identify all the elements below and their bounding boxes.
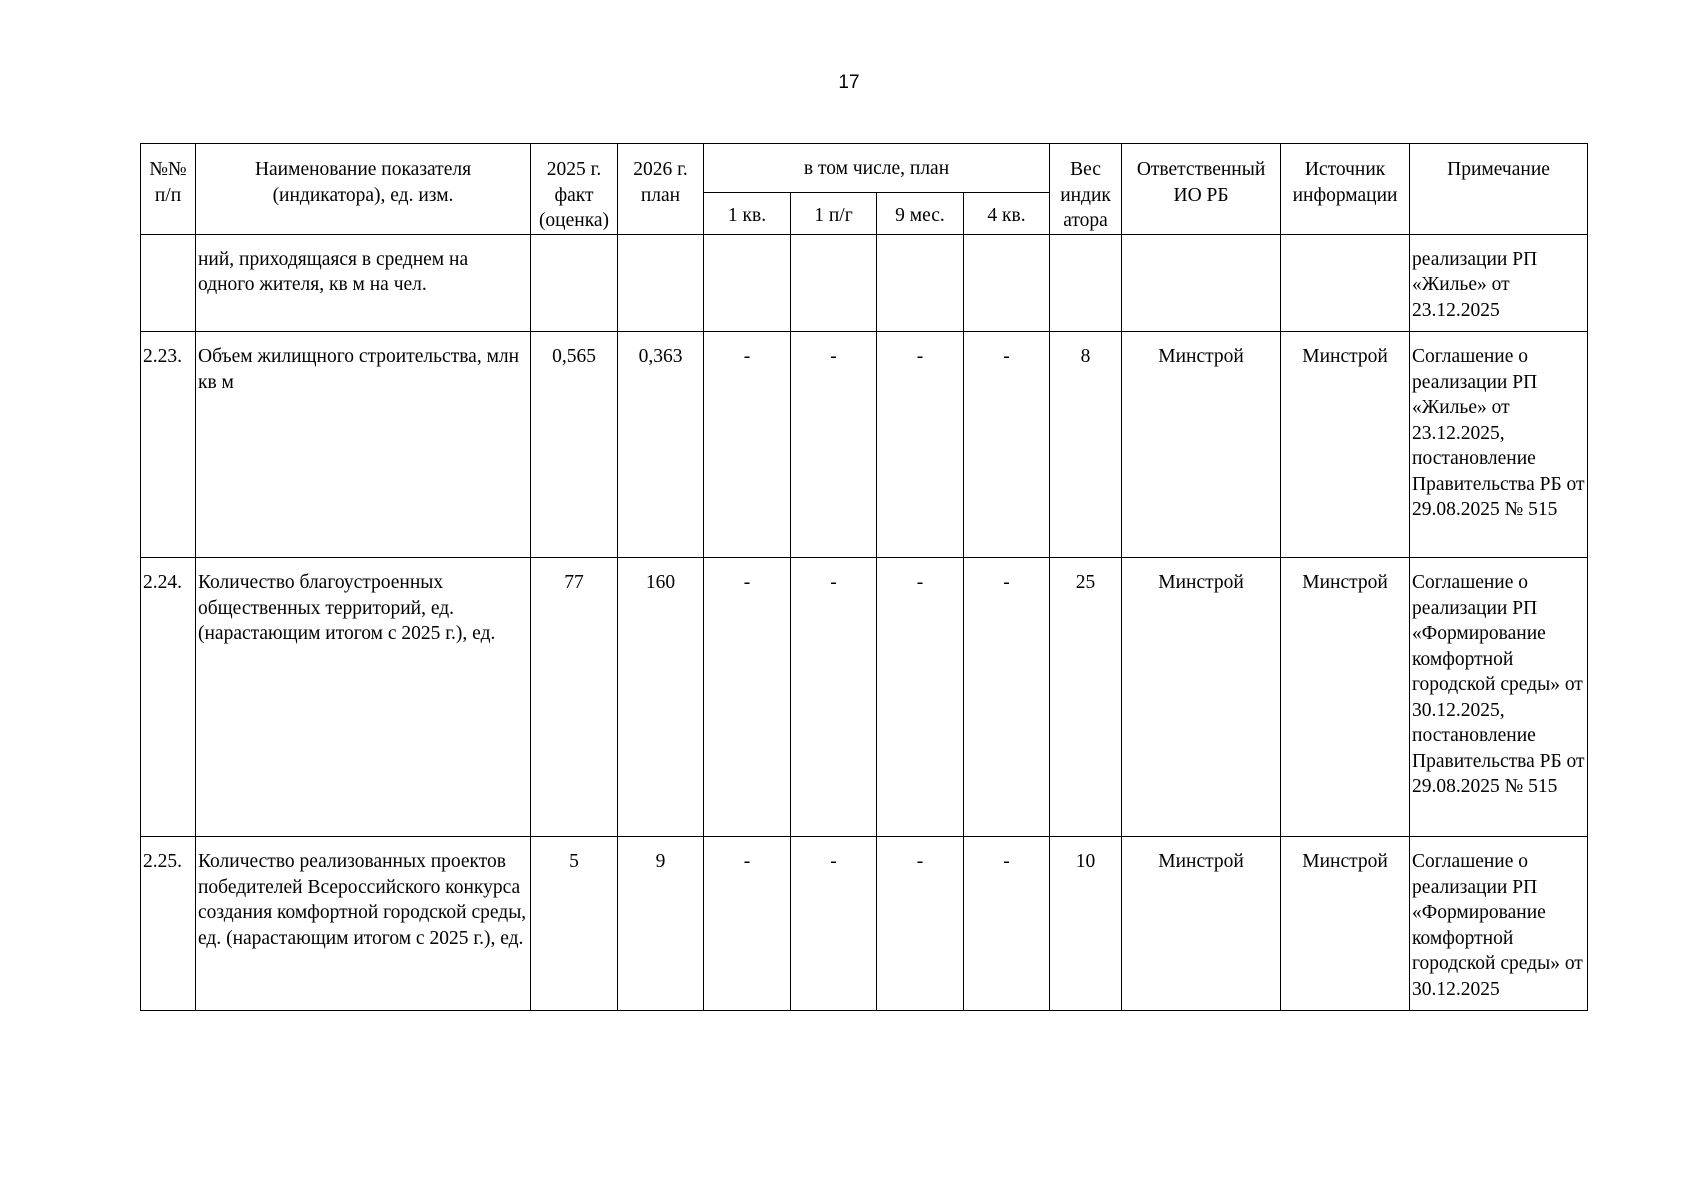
header-note: Примечание: [1410, 144, 1588, 235]
cell-source: Минстрой: [1281, 332, 1410, 558]
cell-9m: -: [877, 332, 964, 558]
cell-num: 2.24.: [141, 558, 196, 837]
cell-responsible: Минстрой: [1122, 558, 1281, 837]
cell-note: Соглашение о реализации РП «Формирование комфортной городской среды» от 30.12.2025: [1410, 837, 1588, 1011]
cell-responsible: Минстрой: [1122, 332, 1281, 558]
cell-note: реализации РП «Жилье» от 23.12.2025: [1410, 234, 1588, 332]
header-source: Источник информации: [1281, 144, 1410, 235]
table-header: [141, 144, 1588, 235]
header-num: №№ п/п: [141, 144, 196, 235]
cell-h1: -: [791, 558, 877, 837]
cell-q1: -: [704, 837, 791, 1011]
cell-9m: -: [877, 837, 964, 1011]
cell-plan-2026: 0,363: [618, 332, 704, 558]
cell-q4: -: [964, 558, 1050, 837]
page-number: 17: [838, 72, 860, 93]
cell-q1: -: [704, 558, 791, 837]
cell-q1: [704, 234, 791, 332]
indicators-table: [140, 143, 1588, 1011]
cell-num: [141, 234, 196, 332]
header-responsible: Ответственный ИО РБ: [1122, 144, 1281, 235]
cell-responsible: [1122, 234, 1281, 332]
header-q1: 1 кв.: [704, 193, 791, 234]
cell-num: 2.25.: [141, 837, 196, 1011]
cell-source: Минстрой: [1281, 837, 1410, 1011]
header-name: Наименование показателя (индикатора), ед. изм.: [196, 144, 531, 235]
header-9m: 9 мес.: [877, 193, 964, 234]
table-row: [141, 558, 1588, 837]
header-h1: 1 п/г: [791, 193, 877, 234]
header-fact-2025: 2025 г. факт (оценка): [531, 144, 618, 235]
cell-weight: 25: [1050, 558, 1122, 837]
cell-name: Количество благоустроенных общественных территорий, ед. (нарастающим итогом с 2025 г.), ед.: [196, 558, 531, 837]
table-body: [141, 234, 1588, 1011]
cell-q4: [964, 234, 1050, 332]
cell-plan-2026: 9: [618, 837, 704, 1011]
table-row: [141, 837, 1588, 1011]
table-row: [141, 234, 1588, 332]
cell-weight: 8: [1050, 332, 1122, 558]
cell-h1: [791, 234, 877, 332]
header-plan-group: в том числе, план: [704, 144, 1050, 193]
cell-note: Соглашение о реализации РП «Формирование комфортной городской среды» от 30.12.2025, постановление Правительства РБ от 29.08.2025 № 515: [1410, 558, 1588, 837]
cell-name: Количество реализованных проектов победителей Всероссийского конкурса создания комфортной городской среды, ед. (нарастающим итогом с 2025 г.), ед.: [196, 837, 531, 1011]
cell-note: Соглашение о реализации РП «Жилье» от 23.12.2025, постановление Правительства РБ от 29.08.2025 № 515: [1410, 332, 1588, 558]
header-plan-2026: 2026 г. план: [618, 144, 704, 235]
cell-responsible: Минстрой: [1122, 837, 1281, 1011]
cell-q4: -: [964, 332, 1050, 558]
cell-q1: -: [704, 332, 791, 558]
cell-weight: [1050, 234, 1122, 332]
cell-9m: [877, 234, 964, 332]
cell-fact-2025: 5: [531, 837, 618, 1011]
cell-plan-2026: [618, 234, 704, 332]
cell-9m: -: [877, 558, 964, 837]
cell-num: 2.23.: [141, 332, 196, 558]
header-row: [141, 144, 1588, 193]
cell-fact-2025: 0,565: [531, 332, 618, 558]
cell-source: [1281, 234, 1410, 332]
header-q4: 4 кв.: [964, 193, 1050, 234]
cell-name: Объем жилищного строительства, млн кв м: [196, 332, 531, 558]
cell-h1: -: [791, 837, 877, 1011]
cell-source: Минстрой: [1281, 558, 1410, 837]
header-weight: Вес индик атора: [1050, 144, 1122, 235]
table-row: [141, 332, 1588, 558]
cell-name: ний, приходящаяся в среднем на одного жителя, кв м на чел.: [196, 234, 531, 332]
cell-plan-2026: 160: [618, 558, 704, 837]
cell-q4: -: [964, 837, 1050, 1011]
cell-h1: -: [791, 332, 877, 558]
cell-weight: 10: [1050, 837, 1122, 1011]
cell-fact-2025: [531, 234, 618, 332]
cell-fact-2025: 77: [531, 558, 618, 837]
